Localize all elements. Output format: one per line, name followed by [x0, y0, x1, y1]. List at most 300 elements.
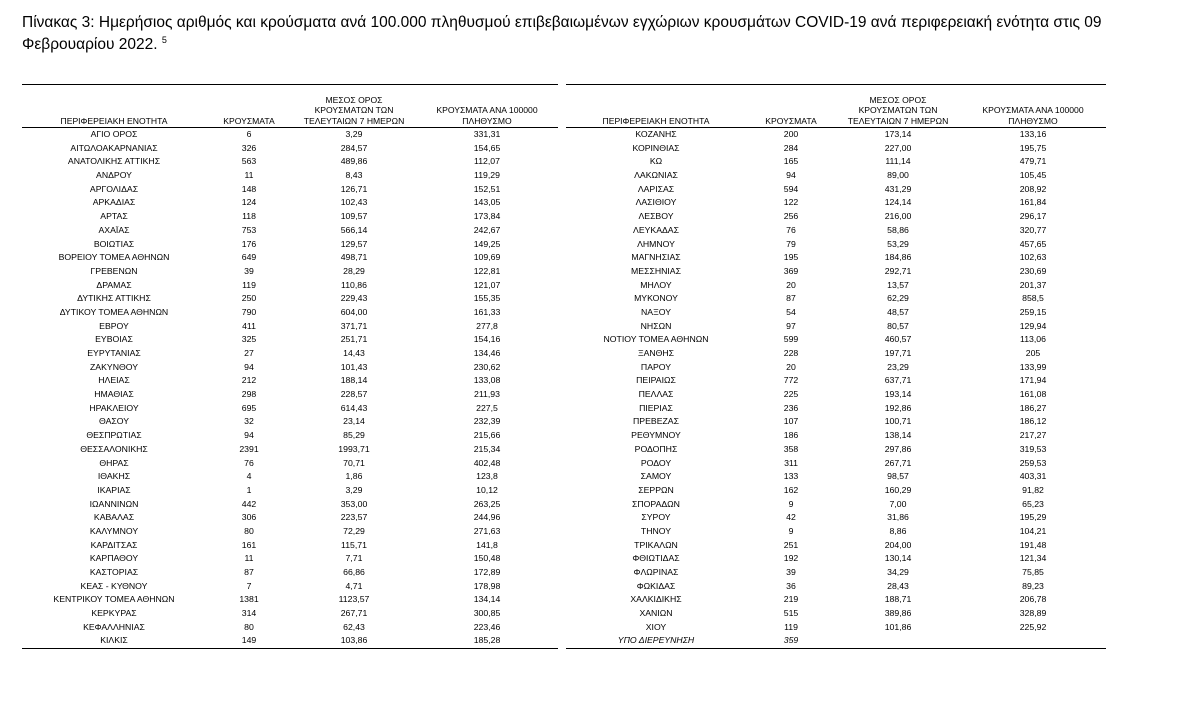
- cell-avg7: 251,71: [340, 334, 368, 345]
- table-row: [22, 196, 558, 210]
- table-row: [566, 238, 1106, 252]
- cell-region: ΛΕΣΒΟΥ: [638, 211, 674, 222]
- cell-per100k: 129,94: [1019, 320, 1047, 331]
- cell-region: ΜΥΚΟΝΟΥ: [634, 293, 678, 304]
- cell-avg7: 353,00: [340, 498, 368, 509]
- cell-per100k: 112,07: [474, 156, 500, 167]
- table-row: [22, 183, 558, 197]
- cell-cases: 165: [783, 156, 799, 167]
- cell-avg7: 100,71: [884, 416, 912, 427]
- cell-cases: 594: [783, 183, 799, 194]
- table-row: [22, 388, 558, 402]
- cell-avg7: 70,71: [343, 457, 365, 468]
- cell-region: ΑΡΤΑΣ: [100, 211, 128, 222]
- cell-per100k: 263,25: [473, 498, 501, 509]
- cell-avg7: 103,86: [340, 635, 368, 646]
- cell-cases: 80: [244, 525, 254, 536]
- table-row: [566, 210, 1106, 224]
- cell-per100k: 102,63: [1019, 252, 1047, 263]
- cell-region: ΚΕΦΑΛΛΗΝΙΑΣ: [83, 621, 145, 632]
- cell-per100k: 143,05: [473, 197, 501, 208]
- table-row: [566, 457, 1106, 471]
- cell-per100k: 230,62: [473, 361, 501, 372]
- cell-cases: 311: [784, 457, 798, 468]
- cell-region: ΣΕΡΡΩΝ: [638, 484, 674, 495]
- cell-cases: 695: [241, 402, 257, 413]
- header-region: ΠΕΡΙΦΕΡΕΙΑΚΗ ΕΝΟΤΗΤΑ: [602, 115, 710, 126]
- cell-region: ΝΗΣΩΝ: [640, 320, 672, 331]
- cell-avg7: 138,14: [884, 430, 912, 441]
- cell-per100k: 403,31: [1019, 471, 1047, 482]
- table-bottom-rule: [22, 648, 558, 649]
- cell-per100k: 217,27: [1019, 430, 1047, 441]
- table-row: [22, 374, 558, 388]
- cell-region: ΚΟΖΑΝΗΣ: [635, 129, 677, 139]
- table-row: [22, 484, 558, 498]
- cell-cases: 4: [246, 471, 252, 482]
- cell-region: ΚΩ: [649, 156, 663, 167]
- cell-per100k: 123,8: [476, 471, 498, 482]
- cell-cases: 6: [246, 129, 252, 139]
- cell-cases: 306: [241, 512, 257, 523]
- cell-cases: 790: [241, 306, 257, 317]
- cell-region: ΓΡΕΒΕΝΩΝ: [90, 265, 138, 276]
- cell-region: ΣΠΟΡΑΔΩΝ: [632, 498, 680, 509]
- cell-region: ΚΕΑΣ - ΚΥΘΝΟΥ: [80, 580, 148, 591]
- cell-per100k: 133,99: [1019, 361, 1047, 372]
- table-row: [566, 511, 1106, 525]
- cell-cases: 411: [242, 320, 256, 331]
- cell-avg7: 101,86: [884, 621, 912, 632]
- cell-avg7: 110,86: [341, 279, 367, 290]
- cell-region: ΤΡΙΚΑΛΩΝ: [634, 539, 678, 550]
- cell-avg7: 62,43: [343, 621, 365, 632]
- table-row: [566, 593, 1106, 607]
- cell-avg7: 85,29: [343, 430, 365, 441]
- table-row: [566, 429, 1106, 443]
- cell-cases: 2391: [239, 443, 259, 454]
- cell-cases: 314: [241, 608, 257, 619]
- cell-avg7: 489,86: [340, 156, 368, 167]
- cell-per100k: 328,89: [1019, 608, 1047, 619]
- cell-avg7: 223,57: [340, 512, 368, 523]
- cell-avg7: 498,71: [340, 252, 368, 263]
- cell-avg7: 284,57: [340, 142, 368, 153]
- cell-region: ΧΑΛΚΙΔΙΚΗΣ: [630, 594, 682, 605]
- table-row: [566, 292, 1106, 306]
- cell-cases: 36: [786, 580, 796, 591]
- cell-region: ΒΟΡΕΙΟΥ ΤΟΜΕΑ ΑΘΗΝΩΝ: [58, 252, 170, 263]
- cell-cases: 11: [244, 170, 254, 181]
- cell-per100k: 121,07: [473, 279, 501, 290]
- cell-avg7: 197,71: [884, 348, 912, 358]
- cell-region: ΛΕΥΚΑΔΑΣ: [633, 224, 679, 235]
- cell-cases: 212: [241, 375, 257, 386]
- cell-cases: 107: [783, 416, 799, 427]
- table-row: [566, 388, 1106, 402]
- cell-cases: 162: [783, 484, 799, 495]
- cell-region: ΚΕΝΤΡΙΚΟΥ ΤΟΜΕΑ ΑΘΗΝΩΝ: [53, 594, 175, 605]
- cell-cases: 122: [783, 197, 799, 208]
- cell-region: ΔΥΤΙΚΗΣ ΑΤΤΙΚΗΣ: [77, 293, 151, 304]
- cell-per100k: 320,77: [1019, 224, 1047, 235]
- cell-region: ΞΑΝΘΗΣ: [637, 348, 675, 358]
- cell-per100k: 122,81: [473, 265, 501, 276]
- table-row: [22, 224, 558, 238]
- table-row: [566, 320, 1106, 334]
- header-cases: ΚΡΟΥΣΜΑΤΑ: [223, 115, 275, 126]
- cell-cases: 27: [244, 348, 254, 358]
- cell-region: ΛΑΚΩΝΙΑΣ: [634, 170, 678, 181]
- cell-region: ΖΑΚΥΝΘΟΥ: [90, 361, 138, 372]
- cell-avg7: 58,86: [887, 224, 909, 235]
- cell-region: ΠΑΡΟΥ: [640, 361, 672, 372]
- cell-cases: 369: [783, 265, 799, 276]
- cell-per100k: 154,16: [473, 334, 501, 345]
- table-row: [22, 265, 558, 279]
- cell-cases: 94: [244, 430, 254, 441]
- table-row: [22, 511, 558, 525]
- cell-cases: 219: [783, 594, 799, 605]
- cell-avg7: 460,57: [884, 334, 912, 345]
- table-row: [566, 128, 1106, 142]
- table-row: [22, 333, 558, 347]
- cell-cases: 1381: [239, 594, 259, 605]
- cell-avg7: 229,43: [340, 293, 368, 304]
- cell-per100k: 195,29: [1019, 512, 1047, 523]
- cell-region: ΠΕΙΡΑΙΩΣ: [636, 375, 676, 386]
- table-row: [22, 566, 558, 580]
- cell-per100k: 178,98: [473, 580, 501, 591]
- cell-avg7: 7,00: [889, 498, 907, 509]
- table-row: [566, 621, 1106, 635]
- cell-region: ΡΟΔΟΥ: [640, 457, 672, 468]
- cell-per100k: 858,5: [1022, 293, 1044, 304]
- cell-cases: 148: [241, 183, 257, 194]
- cell-cases: 87: [786, 293, 796, 304]
- cell-cases: 250: [241, 293, 257, 304]
- table-row: [22, 429, 558, 443]
- table-row: [566, 415, 1106, 429]
- cell-region: ΘΕΣΣΑΛΟΝΙΚΗΣ: [80, 443, 148, 454]
- cell-per100k: 121,34: [1019, 553, 1047, 564]
- cell-avg7: 14,43: [343, 348, 365, 358]
- cell-region: ΚΙΛΚΙΣ: [100, 635, 128, 646]
- cell-avg7: 637,71: [884, 375, 912, 386]
- cell-avg7: 23,14: [343, 416, 365, 427]
- cell-per100k: 208,92: [1019, 183, 1047, 194]
- table-row: [22, 361, 558, 375]
- table-row: [566, 142, 1106, 156]
- cell-per100k: 65,23: [1022, 498, 1044, 509]
- table-row: [22, 470, 558, 484]
- cell-cases: 649: [241, 252, 257, 263]
- cell-avg7: 8,86: [889, 525, 907, 536]
- cell-cases: 161: [241, 539, 257, 550]
- table-row: [22, 292, 558, 306]
- cell-cases: 119: [242, 279, 256, 290]
- cell-avg7: 193,14: [884, 389, 912, 400]
- cell-per100k: 211,93: [474, 389, 500, 400]
- cell-cases: 32: [244, 416, 254, 427]
- cell-cases: 94: [786, 170, 796, 181]
- cell-region: ΝΑΞΟΥ: [641, 306, 671, 317]
- table-row: [22, 402, 558, 416]
- cell-avg7: 216,00: [884, 211, 912, 222]
- cell-cases: 20: [786, 279, 796, 290]
- table-row: [22, 498, 558, 512]
- table-row: [22, 634, 558, 648]
- table-row: [566, 552, 1106, 566]
- cell-per100k: 10,12: [476, 484, 498, 495]
- cell-per100k: 161,08: [1019, 389, 1047, 400]
- table-row: [566, 607, 1106, 621]
- cell-cases: 442: [241, 498, 257, 509]
- table-row: [566, 566, 1106, 580]
- cell-cases: 251: [783, 539, 799, 550]
- table-row: [22, 539, 558, 553]
- cell-per100k: 225,92: [1019, 621, 1047, 632]
- table-row: [566, 539, 1106, 553]
- cell-cases: 326: [241, 142, 257, 153]
- cell-per100k: 150,48: [473, 553, 501, 564]
- cell-avg7: 566,14: [340, 224, 368, 235]
- cell-cases: 79: [786, 238, 796, 249]
- cell-region: ΚΑΡΔΙΤΣΑΣ: [90, 539, 138, 550]
- table-row: [566, 224, 1106, 238]
- cell-region: ΚΕΡΚΥΡΑΣ: [91, 608, 137, 619]
- table-row: [566, 374, 1106, 388]
- cell-avg7: 28,29: [343, 265, 365, 276]
- cell-avg7: 124,14: [884, 197, 912, 208]
- cell-cases: 87: [244, 567, 254, 577]
- table-row: [22, 128, 558, 142]
- cell-cases: 54: [786, 306, 796, 317]
- header-cases: ΚΡΟΥΣΜΑΤΑ: [765, 115, 817, 126]
- cell-cases: 195: [783, 252, 799, 263]
- table-row: [566, 265, 1106, 279]
- cell-region: ΣΥΡΟΥ: [641, 512, 671, 523]
- table-left: [22, 84, 558, 649]
- table-row: [22, 347, 558, 361]
- cell-per100k: 173,84: [473, 211, 501, 222]
- cell-region: ΙΚΑΡΙΑΣ: [97, 484, 131, 495]
- cell-avg7: 8,43: [345, 170, 363, 181]
- cell-avg7: 431,29: [884, 183, 912, 194]
- table-row: [566, 251, 1106, 265]
- cell-cases: 76: [786, 224, 796, 235]
- header-region: ΠΕΡΙΦΕΡΕΙΑΚΗ ΕΝΟΤΗΤΑ: [60, 115, 168, 126]
- header-per100k: ΚΡΟΥΣΜΑΤΑ ΑΝΑ 100000 ΠΛΗΘΥΣΜΟ: [436, 105, 538, 126]
- cell-region: ΧΑΝΙΩΝ: [639, 608, 673, 619]
- table-row: [22, 415, 558, 429]
- cell-per100k: 133,08: [473, 375, 501, 386]
- cell-region: ΗΛΕΙΑΣ: [98, 375, 130, 386]
- cell-avg7: 111,14: [885, 156, 911, 167]
- cell-per100k: 149,25: [473, 238, 501, 249]
- cell-per100k: 89,23: [1022, 580, 1044, 591]
- cell-per100k: 205: [1025, 348, 1041, 358]
- cell-region: ΔΥΤΙΚΟΥ ΤΟΜΕΑ ΑΘΗΝΩΝ: [59, 306, 169, 317]
- cell-region: ΥΠΟ ΔΙΕΡΕΥΝΗΣΗ: [617, 635, 695, 646]
- cell-per100k: 215,66: [473, 430, 501, 441]
- cell-region: ΠΡΕΒΕΖΑΣ: [633, 416, 679, 427]
- cell-avg7: 4,71: [345, 580, 363, 591]
- table-row: [566, 484, 1106, 498]
- cell-per100k: 154,65: [473, 142, 501, 153]
- cell-per100k: 232,39: [473, 416, 501, 427]
- cell-region: ΕΒΡΟΥ: [99, 320, 129, 331]
- cell-per100k: 133,16: [1019, 129, 1047, 139]
- cell-avg7: 48,57: [887, 306, 909, 317]
- cell-per100k: 134,14: [473, 594, 501, 605]
- cell-region: ΚΑΡΠΑΘΟΥ: [89, 553, 139, 564]
- cell-region: ΜΕΣΣΗΝΙΑΣ: [631, 265, 681, 276]
- cell-cases: 9: [788, 525, 794, 536]
- table-row: [22, 580, 558, 594]
- cell-avg7: 80,57: [887, 320, 909, 331]
- table-row: [22, 320, 558, 334]
- cell-cases: 284: [783, 142, 799, 153]
- table-row: [22, 210, 558, 224]
- table-row: [566, 361, 1106, 375]
- cell-avg7: 1993,71: [338, 443, 370, 454]
- cell-per100k: 109,69: [473, 252, 501, 263]
- cell-per100k: 172,89: [473, 567, 501, 577]
- table-row: [566, 306, 1106, 320]
- cell-avg7: 62,29: [887, 293, 909, 304]
- cell-cases: 97: [786, 320, 796, 331]
- table-row: [566, 333, 1106, 347]
- cell-per100k: 171,94: [1019, 375, 1047, 386]
- table-row: [566, 443, 1106, 457]
- cell-cases: 1: [246, 484, 252, 495]
- cell-per100k: 242,67: [473, 224, 501, 235]
- cell-per100k: 134,46: [473, 348, 501, 358]
- cell-region: ΘΗΡΑΣ: [99, 457, 129, 468]
- cell-avg7: 267,71: [340, 608, 368, 619]
- cell-per100k: 331,31: [473, 129, 501, 139]
- table-row: [22, 525, 558, 539]
- cell-avg7: 13,57: [887, 279, 909, 290]
- cell-region: ΑΝΔΡΟΥ: [96, 170, 132, 181]
- cell-avg7: 31,86: [887, 512, 909, 523]
- cell-cases: 119: [784, 621, 798, 632]
- cell-avg7: 192,86: [884, 402, 912, 413]
- cell-avg7: 188,71: [884, 594, 912, 605]
- table-row: [22, 552, 558, 566]
- cell-per100k: 402,48: [473, 457, 501, 468]
- cell-cases: 599: [783, 334, 799, 345]
- table-row: [22, 443, 558, 457]
- cell-cases: 9: [788, 498, 794, 509]
- cell-avg7: 66,86: [343, 567, 365, 577]
- cell-per100k: 259,53: [1019, 457, 1047, 468]
- cell-region: ΙΘΑΚΗΣ: [97, 471, 131, 482]
- cell-region: ΝΟΤΙΟΥ ΤΟΜΕΑ ΑΘΗΝΩΝ: [603, 334, 709, 345]
- cell-avg7: 227,00: [884, 142, 912, 153]
- header-avg7: ΜΕΣΟΣ ΟΡΟΣ ΚΡΟΥΣΜΑΤΩΝ ΤΩΝ ΤΕΛΕΥΤΑΙΩΝ 7 ΗΜΕΡΩΝ: [847, 94, 949, 126]
- cell-avg7: 3,29: [345, 129, 363, 139]
- cell-cases: 39: [786, 567, 796, 577]
- cell-per100k: 244,96: [473, 512, 501, 523]
- cell-avg7: 188,14: [340, 375, 368, 386]
- cell-region: ΔΡΑΜΑΣ: [96, 279, 132, 290]
- cell-per100k: 223,46: [473, 621, 501, 632]
- header-per100k: ΚΡΟΥΣΜΑΤΑ ΑΝΑ 100000 ΠΛΗΘΥΣΜΟ: [982, 105, 1084, 126]
- cell-avg7: 129,57: [340, 238, 368, 249]
- table-row: [22, 142, 558, 156]
- table-caption: [22, 12, 1182, 56]
- table-body: [566, 128, 1106, 648]
- cell-region: ΗΜΑΘΙΑΣ: [94, 389, 134, 400]
- cell-region: ΑΡΓΟΛΙΔΑΣ: [89, 183, 139, 194]
- cell-avg7: 604,00: [340, 306, 368, 317]
- cell-cases: 176: [241, 238, 257, 249]
- cell-cases: 298: [241, 389, 257, 400]
- cell-per100k: 230,69: [1019, 265, 1047, 276]
- cell-cases: 149: [241, 635, 257, 646]
- caption-text: Πίνακας 3: Ημερήσιος αριθμός και κρούσματα ανά 100.000 πληθυσμού επιβεβαιωμένων εγχώριων κρουσμάτων COVID-19 ανά περιφερειακή ενότητα στις 09 Φεβρουαρίου 2022.: [22, 14, 1102, 53]
- cell-avg7: 160,29: [884, 484, 912, 495]
- cell-per100k: 195,75: [1019, 142, 1047, 153]
- cell-region: ΧΙΟΥ: [645, 621, 667, 632]
- cell-region: ΚΑΒΑΛΑΣ: [93, 512, 135, 523]
- footnote-marker: 5: [161, 34, 167, 45]
- cell-cases: 11: [244, 553, 254, 564]
- cell-per100k: 300,85: [473, 608, 501, 619]
- cell-region: ΜΑΓΝΗΣΙΑΣ: [631, 252, 681, 263]
- cell-avg7: 34,29: [887, 567, 909, 577]
- cell-per100k: 185,28: [473, 635, 501, 646]
- cell-region: ΡΟΔΟΠΗΣ: [634, 443, 678, 454]
- cell-cases: 39: [244, 265, 254, 276]
- cell-avg7: 371,71: [340, 320, 368, 331]
- cell-cases: 256: [783, 211, 799, 222]
- cell-region: ΛΑΡΙΣΑΣ: [637, 183, 675, 194]
- table-row: [566, 525, 1106, 539]
- cell-avg7: 173,14: [884, 129, 912, 139]
- table-row: [22, 306, 558, 320]
- cell-region: ΑΓΙΟ ΟΡΟΣ: [90, 129, 138, 139]
- cell-avg7: 614,43: [340, 402, 368, 413]
- cell-cases: 42: [786, 512, 796, 523]
- cell-cases: 133: [783, 471, 799, 482]
- cell-per100k: 186,27: [1019, 402, 1047, 413]
- cell-avg7: 28,43: [887, 580, 909, 591]
- cell-region: ΙΩΑΝΝΙΝΩΝ: [89, 498, 139, 509]
- cell-region: ΣΑΜΟΥ: [640, 471, 672, 482]
- table-row: [22, 607, 558, 621]
- cell-avg7: 115,71: [341, 539, 367, 550]
- cell-region: ΑΧΑΪΑΣ: [98, 224, 130, 235]
- cell-cases: 200: [783, 129, 799, 139]
- cell-cases: 772: [783, 375, 799, 386]
- cell-region: ΦΩΚΙΔΑΣ: [636, 580, 676, 591]
- cell-cases: 563: [241, 156, 257, 167]
- cell-region: ΑΝΑΤΟΛΙΚΗΣ ΑΤΤΙΚΗΣ: [67, 156, 161, 167]
- table-row: [566, 183, 1106, 197]
- cell-per100k: 206,78: [1019, 594, 1047, 605]
- cell-region: ΦΛΩΡΙΝΑΣ: [633, 567, 679, 577]
- cell-cases: 358: [783, 443, 799, 454]
- cell-per100k: 191,48: [1019, 539, 1047, 550]
- cell-cases: 94: [244, 361, 254, 372]
- cell-avg7: 23,29: [887, 361, 909, 372]
- cell-cases: 80: [244, 621, 254, 632]
- cell-cases: 515: [783, 608, 799, 619]
- cell-region: ΛΑΣΙΘΙΟΥ: [635, 197, 677, 208]
